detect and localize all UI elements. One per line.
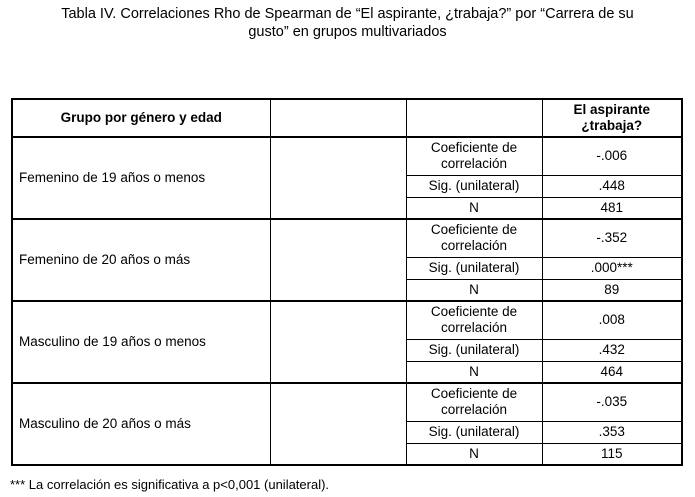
variable-name (270, 301, 406, 383)
header-result-line-1: El aspirante (573, 102, 651, 117)
variable-name (270, 137, 406, 219)
coef-label-line-2: correlación (440, 238, 508, 254)
sig-label: Sig. (unilateral) (406, 339, 542, 361)
sig-value: .448 (542, 175, 682, 197)
n-label: N (406, 197, 542, 219)
table-row (12, 301, 682, 339)
sig-value: .000*** (542, 257, 682, 279)
n-label: N (406, 443, 542, 465)
coef-label-line-1: Coeficiente de (430, 304, 518, 320)
n-value: 481 (542, 197, 682, 219)
sig-label: Sig. (unilateral) (406, 257, 542, 279)
header-group: Grupo por género y edad (12, 99, 270, 137)
sig-label: Sig. (unilateral) (406, 421, 542, 443)
n-label: N (406, 361, 542, 383)
n-value: 89 (542, 279, 682, 301)
footnote: *** La correlación es significativa a p<0,001 (unilateral). (10, 477, 330, 492)
coef-value: .008 (542, 301, 682, 339)
coef-value: -.352 (542, 219, 682, 257)
coef-label-line-2: correlación (440, 156, 508, 172)
table-row (12, 137, 682, 175)
group-name: Femenino de 19 años o menos (12, 137, 270, 219)
coef-label-line-1: Coeficiente de (430, 222, 518, 238)
coef-label (406, 301, 542, 339)
sig-value: .353 (542, 421, 682, 443)
group-name: Masculino de 20 años o más (12, 383, 270, 465)
table-title (10, 5, 685, 41)
group-name: Femenino de 20 años o más (12, 219, 270, 301)
coef-label-line-2: correlación (440, 402, 508, 418)
n-value: 115 (542, 443, 682, 465)
table-row (12, 383, 682, 421)
header-empty-stat (406, 99, 542, 137)
coef-label (406, 219, 542, 257)
variable-name (270, 383, 406, 465)
sig-value: .432 (542, 339, 682, 361)
coef-value: -.006 (542, 137, 682, 175)
coef-label (406, 383, 542, 421)
header-result (542, 99, 682, 137)
title-line-2: gusto” en grupos multivariados (248, 24, 447, 40)
n-value: 464 (542, 361, 682, 383)
correlation-table (11, 98, 683, 466)
coef-label (406, 137, 542, 175)
coef-label-line-1: Coeficiente de (430, 386, 518, 402)
variable-name (270, 219, 406, 301)
n-label: N (406, 279, 542, 301)
coef-label-line-1: Coeficiente de (430, 140, 518, 156)
header-empty-variable (270, 99, 406, 137)
group-name: Masculino de 19 años o menos (12, 301, 270, 383)
coef-label-line-2: correlación (440, 320, 508, 336)
title-line-1: Tabla IV. Correlaciones Rho de Spearman de “El aspirante, ¿trabaja?” por “Carrera de su (61, 6, 634, 22)
table-row (12, 219, 682, 257)
header-row (12, 99, 682, 137)
coef-value: -.035 (542, 383, 682, 421)
header-result-line-2: ¿trabaja? (581, 118, 643, 133)
sig-label: Sig. (unilateral) (406, 175, 542, 197)
